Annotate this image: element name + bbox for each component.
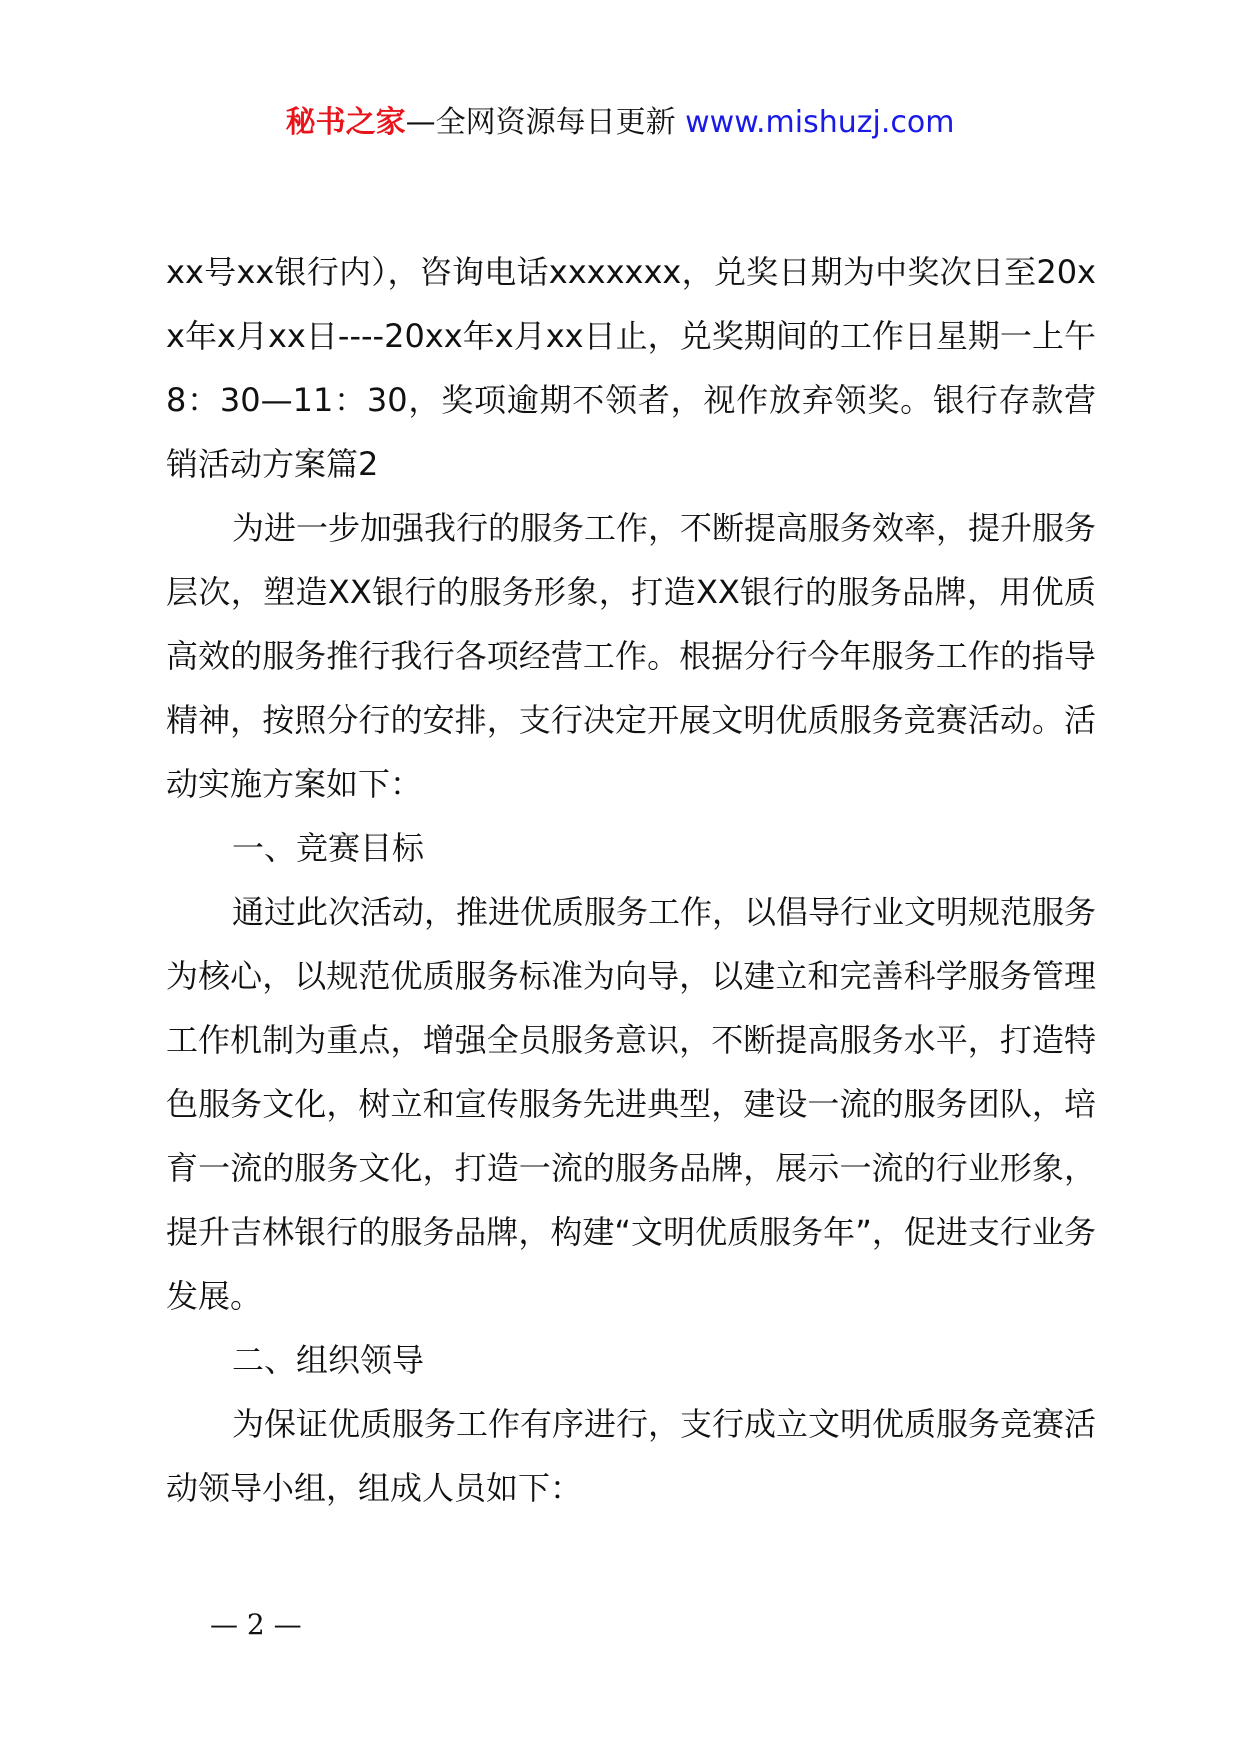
paragraph-intro: 为进一步加强我行的服务工作，不断提高服务效率，提升服务层次，塑造XX银行的服务形象，打造XX银行的服务品牌，用优质高效的服务推行我行各项经营工作。根据分行今年服务工作的指导精神，按照分行的安排，支行决定开展文明优质服务竞赛活动。活动实施方案如下： — [166, 509, 1097, 803]
site-tagline: —全网资源每日更新 — [405, 105, 676, 140]
paragraph-leadership: 为保证优质服务工作有序进行，支行成立文明优质服务竞赛活动领导小组，组成人员如下： — [166, 1405, 1097, 1507]
section-heading-leadership: 二、组织领导 — [232, 1341, 425, 1379]
document-body — [166, 240, 1096, 1520]
site-header — [0, 100, 1240, 146]
page-number: — 2 — — [210, 1608, 302, 1641]
site-url-link[interactable]: www.mishuzj.com — [685, 105, 955, 140]
site-brand: 秘书之家 — [285, 105, 406, 140]
paragraph-continuation: xx号xx银行内），咨询电话xxxxxxx，兑奖日期为中奖次日至20xx年x月xx日----20xx年x月xx日止，兑奖期间的工作日星期一上午8：30—11：30，奖项逾期不领者，视作放弃领奖。银行存款营销活动方案篇2 — [166, 253, 1096, 483]
section-heading-goals: 一、竞赛目标 — [232, 829, 425, 867]
paragraph-goals: 通过此次活动，推进优质服务工作，以倡导行业文明规范服务为核心，以规范优质服务标准为向导，以建立和完善科学服务管理工作机制为重点，增强全员服务意识，不断提高服务水平，打造特色服务文化，树立和宣传服务先进典型，建设一流的服务团队，培育一流的服务文化，打造一流的服务品牌，展示一流的行业形象，提升吉林银行的服务品牌，构建“文明优质服务年”，促进支行业务发展。 — [166, 893, 1097, 1315]
